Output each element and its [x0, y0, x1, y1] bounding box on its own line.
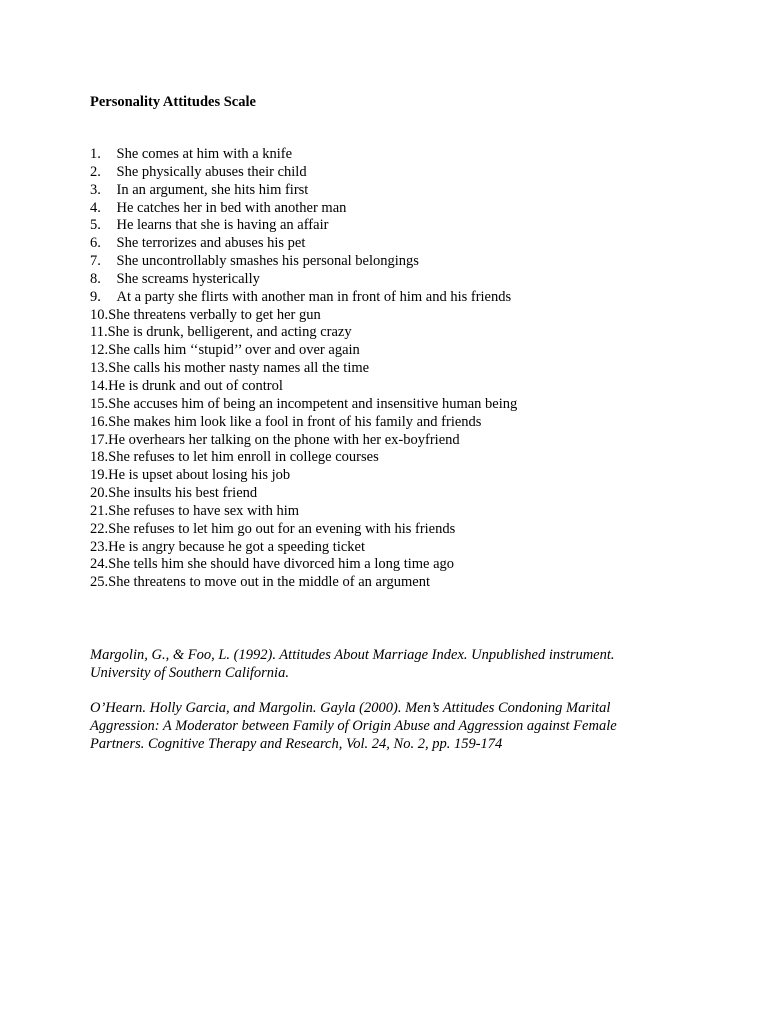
scale-item-list — [90, 146, 517, 592]
item-number: 12. — [90, 342, 109, 359]
item-text: She is drunk, belligerent, and acting crazy — [107, 324, 352, 341]
item-number: 25. — [90, 574, 109, 591]
list-item — [90, 414, 517, 432]
list-item — [90, 182, 517, 200]
item-number: 13. — [90, 360, 109, 377]
list-item — [90, 485, 517, 503]
item-number: 16. — [90, 413, 109, 430]
item-text: He is upset about losing his job — [108, 467, 291, 484]
reference-line: O’Hearn. Holly Garcia, and Margolin. Gayla (2000). Men’s Attitudes Condoning Marital — [90, 700, 611, 717]
item-text: She refuses to let him enroll in college courses — [108, 449, 379, 466]
list-item — [90, 574, 517, 592]
list-item — [90, 521, 517, 539]
item-number: 22. — [90, 520, 109, 537]
item-text: She makes him look like a fool in front of his family and friends — [108, 413, 482, 430]
list-item — [90, 396, 517, 414]
list-item — [90, 342, 517, 360]
item-text: She uncontrollably smashes his personal belongings — [116, 253, 419, 270]
list-item — [90, 360, 517, 378]
item-number: 4. — [90, 199, 101, 216]
item-number: 15. — [90, 395, 109, 412]
item-text: She accuses him of being an incompetent and insensitive human being — [108, 395, 518, 412]
item-text: At a party she flirts with another man in front of him and his friends — [116, 288, 512, 305]
item-text: He overhears her talking on the phone with her ex-boyfriend — [108, 431, 460, 448]
list-item — [90, 449, 517, 467]
item-number: 14. — [90, 377, 109, 394]
item-number: 21. — [90, 502, 109, 519]
item-text: He is drunk and out of control — [108, 377, 283, 394]
item-text: She insults his best friend — [108, 485, 258, 502]
item-text: In an argument, she hits him first — [116, 181, 309, 198]
list-item — [90, 146, 517, 164]
item-text: She threatens verbally to get her gun — [108, 306, 321, 323]
item-text: She comes at him with a knife — [116, 146, 293, 162]
item-number: 1. — [90, 146, 101, 162]
list-item — [90, 539, 517, 557]
item-number: 8. — [90, 270, 101, 287]
reference-line: Partners. Cognitive Therapy and Research, Vol. 24, No. 2, pp. 159-174 — [90, 735, 503, 752]
item-number: 18. — [90, 449, 109, 466]
item-number: 6. — [90, 235, 101, 252]
list-item — [90, 556, 517, 574]
item-text: She physically abuses their child — [116, 163, 307, 180]
reference-line: Aggression: A Moderator between Family of Origin Abuse and Aggression against Female — [90, 718, 617, 735]
list-item — [90, 164, 517, 182]
item-text: She threatens to move out in the middle of an argument — [108, 574, 431, 591]
list-item — [90, 307, 517, 325]
list-item — [90, 271, 517, 289]
item-text: He is angry because he got a speeding ticket — [108, 538, 366, 555]
item-text: He learns that she is having an affair — [116, 217, 329, 234]
item-text: She calls him ‘‘stupid’’ over and over again — [108, 342, 360, 359]
item-text: She tells him she should have divorced him a long time ago — [108, 556, 455, 573]
list-item — [90, 253, 517, 271]
references — [90, 647, 690, 772]
list-item — [90, 289, 517, 307]
list-item — [90, 432, 517, 450]
item-number: 9. — [90, 288, 101, 305]
list-item — [90, 217, 517, 235]
list-item — [90, 235, 517, 253]
item-text: She refuses to have sex with him — [108, 502, 300, 519]
item-number: 11. — [90, 324, 108, 341]
item-text: She terrorizes and abuses his pet — [116, 235, 306, 252]
item-number: 5. — [90, 217, 101, 234]
list-item — [90, 503, 517, 521]
reference-line: Margolin, G., & Foo, L. (1992). Attitudes About Marriage Index. Unpublished instrument. — [90, 647, 615, 663]
list-item — [90, 200, 517, 218]
list-item — [90, 467, 517, 485]
item-number: 23. — [90, 538, 109, 555]
item-number: 10. — [90, 306, 109, 323]
item-text: She screams hysterically — [116, 270, 260, 287]
item-number: 7. — [90, 253, 101, 270]
item-text: She refuses to let him go out for an evening with his friends — [108, 520, 456, 537]
item-number: 2. — [90, 163, 101, 180]
item-text: He catches her in bed with another man — [116, 199, 347, 216]
reference-ohearn-margolin — [90, 700, 690, 753]
list-item — [90, 324, 517, 342]
item-number: 3. — [90, 181, 101, 198]
item-number: 19. — [90, 467, 109, 484]
item-text: She calls his mother nasty names all the time — [108, 360, 370, 377]
list-item — [90, 378, 517, 396]
reference-line: University of Southern California. — [90, 664, 289, 681]
item-number: 20. — [90, 485, 109, 502]
item-number: 24. — [90, 556, 109, 573]
item-number: 17. — [90, 431, 109, 448]
reference-margolin-foo — [90, 647, 690, 683]
document-title: Personality Attitudes Scale — [90, 94, 256, 110]
